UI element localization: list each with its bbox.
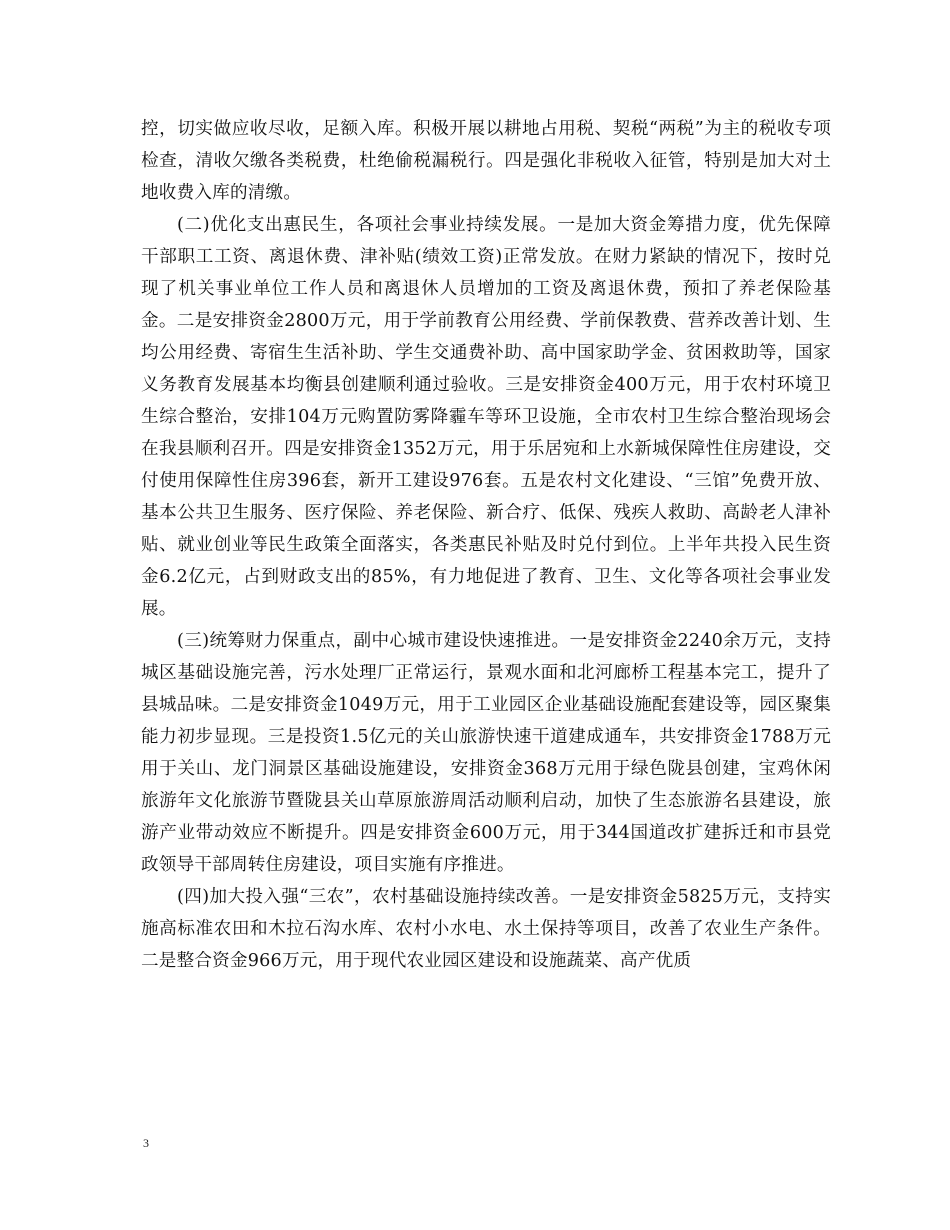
paragraph-livelihood-spending: (二)优化支出惠民生，各项社会事业持续发展。一是加大资金筹措力度，优先保障干部职工工资、离退休费、津补贴(绩效工资)正常发放。在财力紧缺的情况下，按时兑现了机关事业单位工作人员和离退休人员增加的工资及离退休费，预扣了养老保险基金。二是安排资金2800万元，用于学前教育公用经费、学前保教费、营养改善计划、生均公用经费、寄宿生生活补助、学生交通费补助、高中国家助学金、贫困救助等，国家义务教育发展基本均衡县创建顺利通过验收。三是安排资金400万元，用于农村环境卫生综合整治，安排104万元购置防雾降霾车等环卫设施，全市农村卫生综合整治现场会在我县顺利召开。四是安排资金1352万元，用于乐居宛和上水新城保障性住房建设，交付使用保障性住房396套，新开工建设976套。五是农村文化建设、“三馆”免费开放、基本公共卫生服务、医疗保险、养老保险、新合疗、低保、残疾人救助、高龄老人津补贴、就业创业等民生政策全面落实，各类惠民补贴及时兑付到位。上半年共投入民生资金6.2亿元，占到财政支出的85%，有力地促进了教育、卫生、文化等各项社会事业发展。	[141, 215, 831, 619]
paragraph-agriculture: (四)加大投入强“三农”，农村基础设施持续改善。一是安排资金5825万元，支持实施高标准农田和木拉石沟水库、农村小水电、水土保持等项目，改善了农业生产条件。二是整合资金966万元，用于现代农业园区建设和设施蔬菜、高产优质	[141, 887, 831, 971]
document-body	[141, 113, 831, 977]
paragraph-city-construction: (三)统筹财力保重点，副中心城市建设快速推进。一是安排资金2240余万元，支持城区基础设施完善，污水处理厂正常运行，景观水面和北河廊桥工程基本完工，提升了县城品味。二是安排资金1049万元，用于工业园区企业基础设施配套建设等，园区聚集能力初步显现。三是投资1.5亿元的关山旅游快速干道建成通车，共安排资金1788万元用于关山、龙门洞景区基础设施建设，安排资金368万元用于绿色陇县创建，宝鸡休闲旅游年文化旅游节暨陇县关山草原旅游周活动顺利启动，加快了生态旅游名县建设，旅游产业带动效应不断提升。四是安排资金600万元，用于344国道改扩建拆迁和市县党政领导干部周转住房建设，项目实施有序推进。	[141, 631, 831, 875]
paragraph-tax-collection: 控，切实做应收尽收，足额入库。积极开展以耕地占用税、契税“两税”为主的税收专项检查，清收欠缴各类税费，杜绝偷税漏税行。四是强化非税收入征管，特别是加大对土地收费入库的清缴。	[141, 119, 831, 203]
page-number: 3	[143, 1136, 149, 1150]
